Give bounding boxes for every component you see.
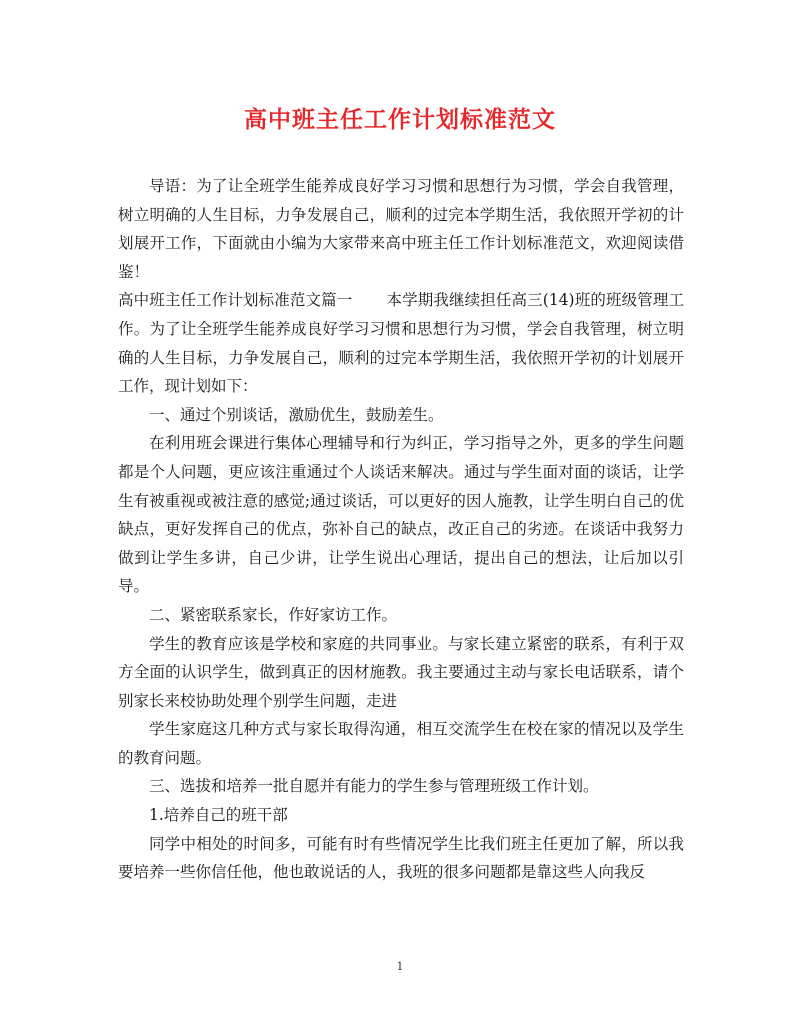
- point3-heading: 三、选拔和培养一批自愿并有能力的学生参与管理班级工作计划。: [149, 777, 599, 796]
- section-paragraph: [118, 286, 684, 400]
- point2-body-b: 学生家庭这几种方式与家长取得沟通，相互交流学生在校在家的情况以及学生的教育问题。: [118, 720, 684, 767]
- point1-heading: 一、通过个别谈话，激励优生，鼓励差生。: [149, 405, 444, 424]
- point2-heading: 二、紧密联系家长，作好家访工作。: [149, 605, 398, 624]
- document-title: 高中班主任工作计划标准范文: [244, 106, 556, 133]
- section-lead: 本学期我继续担任高三(14)班的班级管理工作。为了让全班学生能养成良好学习习惯和思想行为习惯，学会自我管理，树立明确的人生目标，力争发展自己，顺利的过完本学期生活，我依照开学初的计划展开工作，现计划如下：: [118, 291, 684, 396]
- document-body: [118, 172, 684, 887]
- section-heading: 高中班主任工作计划标准范文篇一: [118, 291, 353, 310]
- page-number: 1: [396, 960, 404, 973]
- point3-subheading: 1.培养自己的班干部: [149, 806, 288, 825]
- point1-body: 在利用班会课进行集体心理辅导和行为纠正，学习指导之外，更多的学生问题都是个人问题，更应该注重通过个人谈话来解决。通过与学生面对面的谈话，让学生有被重视或被注意的感觉;通过谈话，可以更好的因人施教，让学生明白自己的优缺点，更好发挥自己的优点，弥补自己的缺点，改正自己的劣迹。在谈话中我努力做到让学生多讲，自己少讲，让学生说出心理话，提出自己的想法，让后加以引导。: [118, 434, 684, 596]
- point3-body: 同学中相处的时间多，可能有时有些情况学生比我们班主任更加了解，所以我要培养一些你信任他，他也敢说话的人，我班的很多问题都是靠这些人向我反: [118, 834, 684, 882]
- point2-body-a: 学生的教育应该是学校和家庭的共同事业。与家长建立紧密的联系，有利于双方全面的认识学生，做到真正的因材施教。我主要通过主动与家长电话联系，请个别家长来校协助处理个别学生问题，走进: [118, 634, 684, 710]
- intro-paragraph: 导语：为了让全班学生能养成良好学习习惯和思想行为习惯，学会自我管理，树立明确的人生目标，力争发展自己，顺利的过完本学期生活，我依照开学初的计划展开工作，下面就由小编为大家带来高中班主任工作计划标准范文，欢迎阅读借鉴！: [118, 177, 684, 281]
